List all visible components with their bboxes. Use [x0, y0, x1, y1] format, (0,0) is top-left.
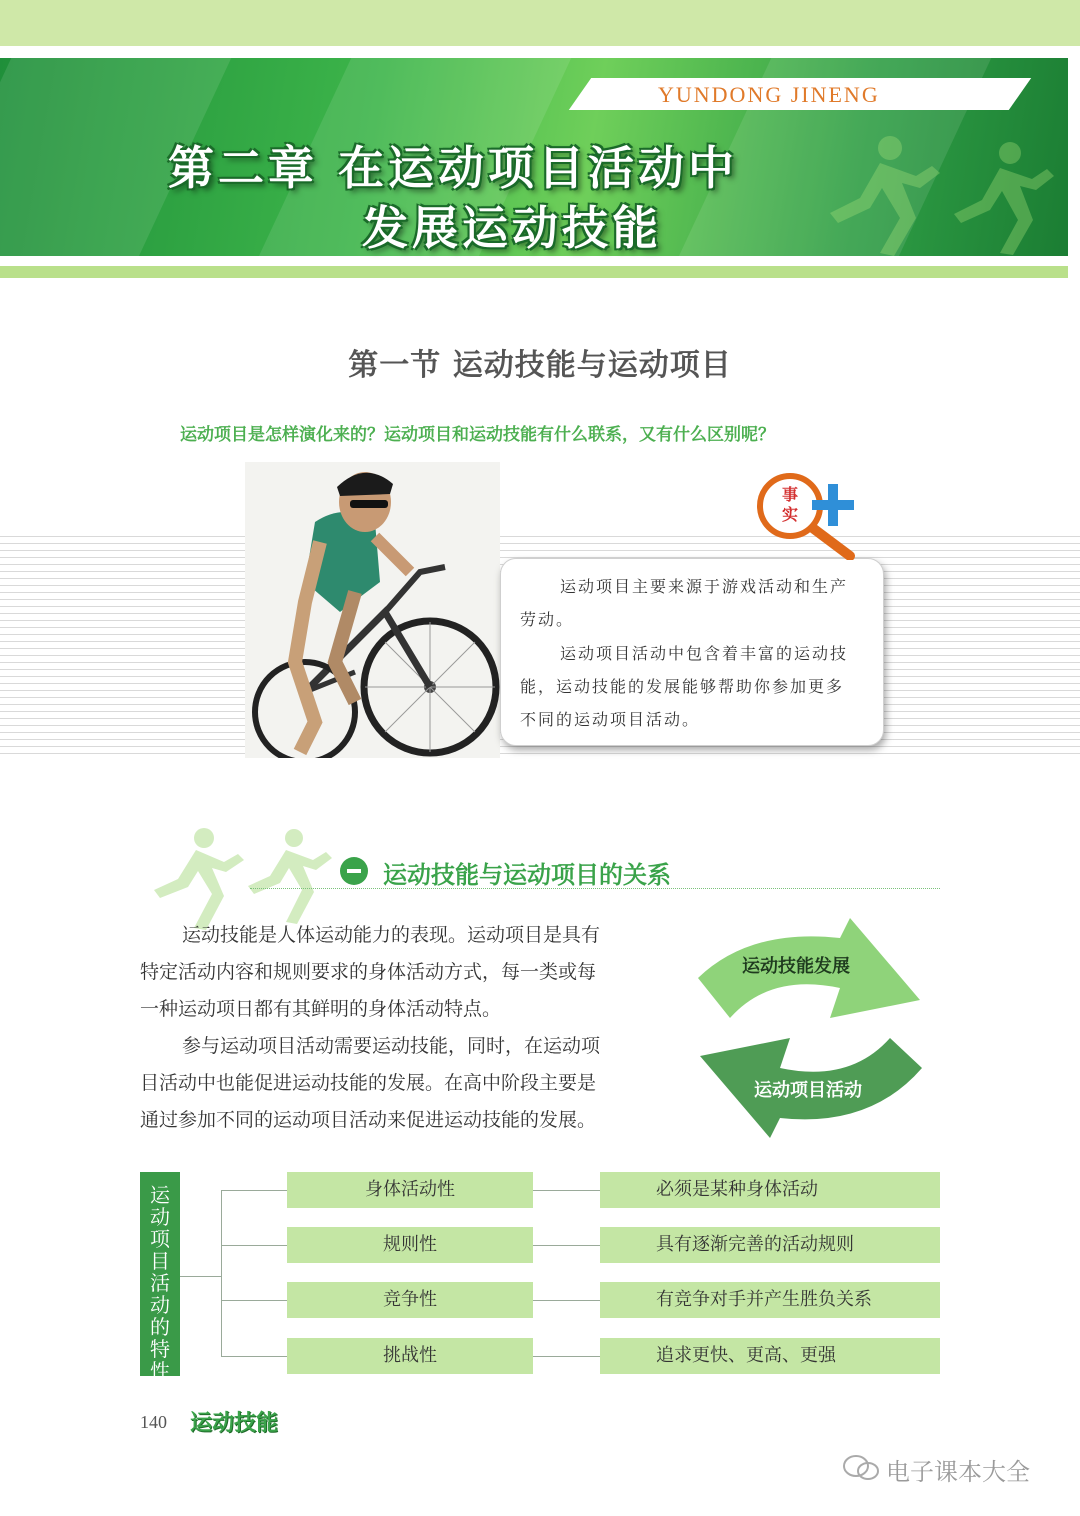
- feature-box: 竞争性: [287, 1282, 533, 1318]
- cyclist-icon: [245, 462, 500, 758]
- wechat-icon: [842, 1454, 882, 1482]
- top-color-band: [0, 0, 1080, 46]
- fact-icon-char2: 实: [781, 505, 799, 524]
- subsection-title: 运动技能与运动项目的关系: [383, 861, 671, 889]
- feature-description: 具有逐渐完善的活动规则: [600, 1227, 940, 1263]
- tree-link: [533, 1300, 600, 1301]
- feature-box: 身体活动性: [287, 1172, 533, 1208]
- tree-branch: [221, 1356, 287, 1357]
- feature-description: 追求更快、更高、更强: [600, 1338, 940, 1374]
- subsection-number-badge: [340, 857, 368, 885]
- cycle-label-top: 运动技能发展: [742, 956, 850, 977]
- section-question: 运动项目是怎样演化来的？运动项目和运动技能有什么联系，又有什么区别呢？: [180, 425, 775, 445]
- fact-p2-line3: 不同的运动项目活动。: [520, 710, 701, 729]
- feature-description: 必须是某种身体活动: [600, 1172, 940, 1208]
- feature-box: 挑战性: [287, 1338, 533, 1374]
- body-para2-line2: 目活动中也能促进运动技能的发展。在高中阶段主要是: [140, 1072, 597, 1094]
- fact-p2-line1: 运动项目活动中包含着丰富的运动技: [560, 644, 849, 663]
- chapter-title-line1: 第二章 在运动项目活动中: [168, 141, 739, 195]
- feature-description: 有竞争对手并产生胜负关系: [600, 1282, 940, 1318]
- chapter-title-line2: 发展运动技能: [362, 201, 662, 255]
- tree-link: [533, 1190, 600, 1191]
- cycle-diagram: [690, 918, 930, 1138]
- tree-connector: [180, 1276, 222, 1277]
- body-para2-line3: 通过参加不同的运动项目活动来促进运动技能的发展。: [140, 1109, 597, 1131]
- book-logo: 运动技能: [190, 1411, 279, 1436]
- fact-p2-line2: 能，运动技能的发展能够帮助你参加更多: [520, 677, 845, 696]
- runner-silhouette-icon: [820, 128, 1060, 256]
- fact-p1-line2: 劳动。: [520, 610, 575, 629]
- magnifier-fact-icon: [754, 470, 864, 560]
- cyclist-photo: [245, 462, 500, 758]
- tree-branch: [221, 1245, 287, 1246]
- body-para1-line2: 特定活动内容和规则要求的身体活动方式，每一类或每: [140, 961, 597, 983]
- tree-link: [533, 1356, 600, 1357]
- features-heading: 运动项目活动的特性: [150, 1183, 170, 1383]
- tree-branch: [221, 1300, 287, 1301]
- bottom-color-band: [0, 266, 1068, 278]
- body-para1-line3: 一种运动项日都有其鲜明的身体活动特点。: [140, 998, 502, 1020]
- fact-icon-char1: 事: [781, 485, 799, 504]
- watermark-text: 电子课本大全: [886, 1458, 1030, 1486]
- section-title: 第一节 运动技能与运动项目: [348, 348, 732, 383]
- subsection-divider: [250, 888, 940, 889]
- fact-p1-line1: 运动项目主要来源于游戏活动和生产: [560, 577, 849, 596]
- cycle-label-bottom: 运动项目活动: [754, 1080, 862, 1101]
- banner-subtitle: YUNDONG JINENG: [658, 82, 880, 107]
- tree-branch: [221, 1190, 287, 1191]
- body-para1-line1: 运动技能是人体运动能力的表现。运动项目是具有: [182, 924, 601, 946]
- page-number: 140: [140, 1412, 167, 1432]
- tree-trunk: [221, 1190, 222, 1356]
- feature-box: 规则性: [287, 1227, 533, 1263]
- body-para2-line1: 参与运动项目活动需要运动技能，同时，在运动项: [182, 1035, 601, 1057]
- tree-link: [533, 1245, 600, 1246]
